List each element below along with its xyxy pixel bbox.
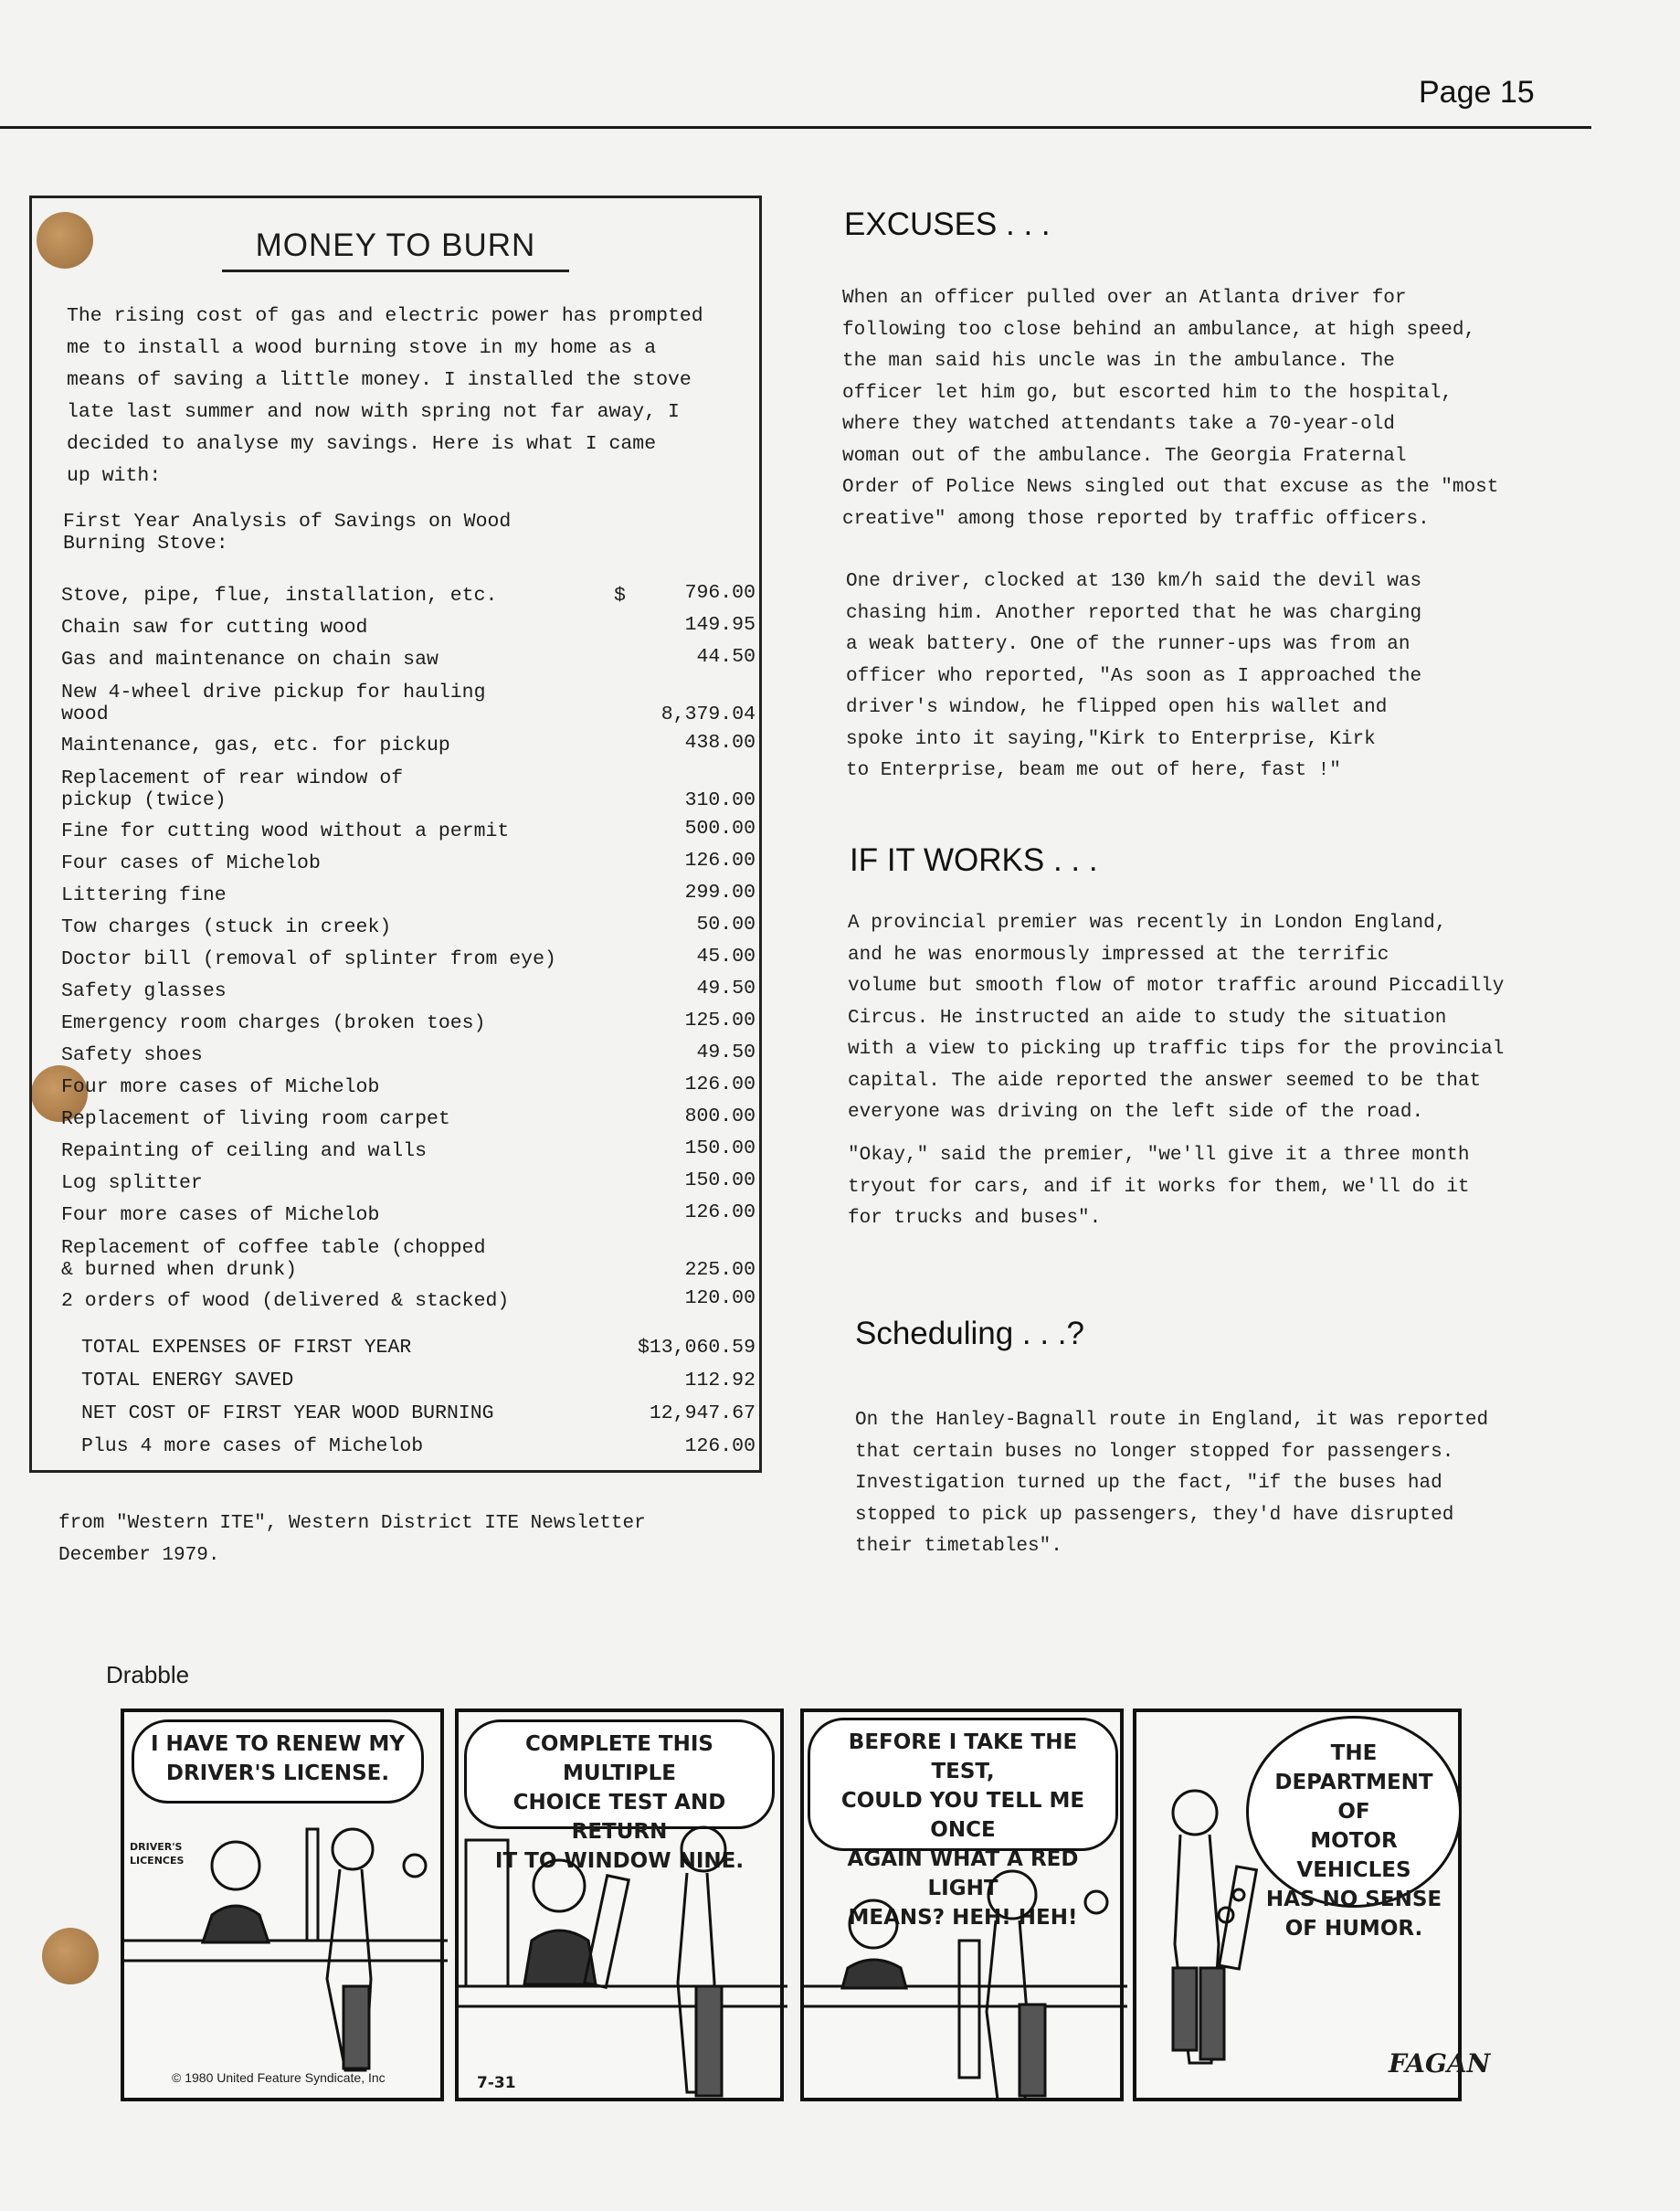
money-to-burn-intro: The rising cost of gas and electric power has prompted me to install a wood burning stove in my home as a means of saving a little money. I installed the stove late last summer and now with spring not far away, I decided to analyse my savings. Here is what I came up with: xyxy=(67,305,703,487)
expense-row xyxy=(61,912,755,944)
total-amount: 112.92 xyxy=(684,1370,755,1391)
if-it-works-paragraph-1: A provincial premier was recently in London England, and he was enormously impressed at the terrific volume but smooth flow of motor traffic around Piccadilly Circus. He instructed an aide to study the situation with a view to picking up traffic tips for the provincial capital. The aide reported the answer seemed to be that everyone was driving on the left side of the road. xyxy=(848,913,1505,1123)
expense-label: Gas and maintenance on chain saw xyxy=(61,649,438,671)
licence-sign: DRIVER'S LICENCES xyxy=(130,1841,185,1867)
total-row xyxy=(81,1331,755,1364)
page-number: Page 15 xyxy=(1419,75,1535,110)
expense-row xyxy=(61,1232,755,1285)
expense-label: Safety shoes xyxy=(61,1044,203,1066)
expense-amount: 8,379.04 xyxy=(660,704,755,725)
expense-row xyxy=(61,1104,755,1136)
expense-list xyxy=(61,580,755,1317)
expense-row xyxy=(61,816,755,848)
thought-bubble-4: THE DEPARTMENT OF MOTOR VEHICLES HAS NO SENSE OF HUMOR. xyxy=(1246,1716,1462,1908)
total-row xyxy=(81,1364,755,1397)
expense-label: New 4-wheel drive pickup for hauling wood xyxy=(61,682,486,725)
expense-label: Replacement of coffee table (chopped & burned when drunk) xyxy=(61,1237,486,1281)
comic-panel-1 xyxy=(121,1708,444,2101)
header-rule xyxy=(0,126,1591,129)
expense-amount: 149.95 xyxy=(684,614,755,636)
expense-row xyxy=(61,730,755,762)
expense-amount: 49.50 xyxy=(696,978,755,1000)
currency-symbol: $ xyxy=(614,585,626,607)
expense-label: Stove, pipe, flue, installation, etc. xyxy=(61,585,498,607)
total-label: Plus 4 more cases of Michelob xyxy=(81,1435,424,1457)
total-amount: $13,060.59 xyxy=(637,1337,755,1359)
panel-2-drawing xyxy=(459,1712,787,2105)
expense-label: Four more cases of Michelob xyxy=(61,1076,380,1098)
expense-row xyxy=(61,1200,755,1232)
expense-label: Chain saw for cutting wood xyxy=(61,617,368,639)
expense-amount: 126.00 xyxy=(684,850,755,872)
excuses-heading: EXCUSES . . . xyxy=(844,206,1051,242)
expense-row xyxy=(61,1072,755,1104)
comic-panel-2 xyxy=(455,1708,784,2101)
excuses-paragraph-1: When an officer pulled over an Atlanta driver for following too close behind an ambulance, at high speed, the man said his uncle was in the ambulance. The officer let him go, but escorted him to the hospital, where they watched attendants take a 70-year-old woman out of the ambulance. The Georgia Fraternal Order of Police News singled out that excuse as the "most creative" among those reported by traffic officers. xyxy=(842,288,1499,530)
expense-label: Littering fine xyxy=(61,884,227,906)
expense-amount: 150.00 xyxy=(684,1137,755,1159)
expense-amount: 800.00 xyxy=(684,1106,755,1127)
expense-row xyxy=(61,944,755,976)
expense-row xyxy=(61,1168,755,1200)
scheduling-paragraph: On the Hanley-Bagnall route in England, it was reported that certain buses no longer stopped for passengers. Investigation turned up the fact, "if the buses had stopped to pick up passengers, they'd have disrupted their timetables". xyxy=(855,1410,1489,1557)
expense-amount: 310.00 xyxy=(684,789,755,811)
expense-amount: 126.00 xyxy=(684,1074,755,1095)
expense-amount: 796.00 xyxy=(684,582,755,604)
if-it-works-paragraph-2: "Okay," said the premier, "we'll give it a three month tryout for cars, and if it works for them, we'll do it for trucks and buses". xyxy=(848,1145,1470,1229)
expense-amount: 150.00 xyxy=(684,1169,755,1191)
total-label: TOTAL ENERGY SAVED xyxy=(81,1370,294,1391)
total-row xyxy=(81,1430,755,1463)
expense-amount: 44.50 xyxy=(696,646,755,668)
expense-label: Maintenance, gas, etc. for pickup xyxy=(61,735,450,756)
expense-row xyxy=(61,612,755,644)
expense-amount: 299.00 xyxy=(684,882,755,904)
expense-amount: 438.00 xyxy=(684,732,755,754)
panel-1-drawing xyxy=(124,1712,448,2105)
strip-date: 7-31 xyxy=(477,2074,516,2092)
speech-bubble-3: BEFORE I TAKE THE TEST, COULD YOU TELL ME ONCE AGAIN WHAT A RED LIGHT MEANS? HEH! HEH! xyxy=(808,1718,1118,1851)
copyright-notice: © 1980 United Feature Syndicate, Inc xyxy=(172,2070,386,2085)
money-to-burn-box xyxy=(29,196,762,1473)
if-it-works-heading: IF IT WORKS . . . xyxy=(850,842,1098,878)
expense-label: Log splitter xyxy=(61,1172,203,1194)
speech-bubble-2: COMPLETE THIS MULTIPLE CHOICE TEST AND RETURN IT TO WINDOW NINE. xyxy=(464,1719,775,1829)
expense-row xyxy=(61,676,755,730)
expense-label: Safety glasses xyxy=(61,980,227,1002)
panel-4-drawing xyxy=(1136,1712,1465,2105)
expense-row xyxy=(61,976,755,1008)
expense-label: Four more cases of Michelob xyxy=(61,1204,380,1226)
expense-amount: 120.00 xyxy=(684,1287,755,1309)
expense-amount: 500.00 xyxy=(684,818,755,840)
expense-label: Repainting of ceiling and walls xyxy=(61,1140,427,1162)
totals-list xyxy=(81,1331,755,1463)
expense-label: Doctor bill (removal of splinter from eye) xyxy=(61,948,556,970)
expense-amount: 125.00 xyxy=(684,1010,755,1031)
total-amount: 126.00 xyxy=(684,1435,755,1457)
expense-amount: 45.00 xyxy=(696,946,755,968)
total-label: NET COST OF FIRST YEAR WOOD BURNING xyxy=(81,1402,494,1424)
expense-amount: 225.00 xyxy=(684,1259,755,1281)
expense-label: Emergency room charges (broken toes) xyxy=(61,1012,486,1034)
expense-label: Four cases of Michelob xyxy=(61,852,321,874)
expense-amount: 126.00 xyxy=(684,1201,755,1223)
expense-row xyxy=(61,762,755,816)
expense-row xyxy=(61,848,755,880)
expense-label: Fine for cutting wood without a permit xyxy=(61,820,510,842)
panel-3-drawing xyxy=(804,1712,1127,2105)
comic-panel-4 xyxy=(1133,1708,1491,2101)
total-label: TOTAL EXPENSES OF FIRST YEAR xyxy=(81,1337,412,1359)
expense-row xyxy=(61,1040,755,1072)
expense-label: Replacement of rear window of pickup (twice) xyxy=(61,767,404,811)
comic-panel-3 xyxy=(800,1708,1124,2101)
expense-label: Tow charges (stuck in creek) xyxy=(61,916,392,938)
expense-label: 2 orders of wood (delivered & stacked) xyxy=(61,1290,510,1312)
artist-signature: FAGAN xyxy=(1389,2048,1491,2079)
scheduling-heading: Scheduling . . .? xyxy=(855,1316,1084,1351)
expense-row xyxy=(61,1136,755,1168)
excuses-paragraph-2: One driver, clocked at 130 km/h said the devil was chasing him. Another reported that he was charging a weak battery. One of the runner-ups was from an officer who reported, "As soon as I approached the driver's window, he flipped open his wallet and spoke into it saying,"Kirk to Enterprise, Kirk to Enterprise, beam me out of here, fast !" xyxy=(846,571,1422,781)
binder-hole-bottom xyxy=(42,1928,99,1984)
speech-bubble-1: I HAVE TO RENEW MY DRIVER'S LICENSE. xyxy=(132,1719,424,1804)
expense-row xyxy=(61,1008,755,1040)
comic-strip-title: Drabble xyxy=(106,1661,190,1688)
expense-amount: 50.00 xyxy=(696,914,755,936)
expense-amount: 49.50 xyxy=(696,1042,755,1063)
expense-row xyxy=(61,880,755,912)
money-to-burn-title: MONEY TO BURN xyxy=(222,227,569,272)
expense-label: Replacement of living room carpet xyxy=(61,1108,450,1130)
source-credit: from "Western ITE", Western District ITE Newsletter December 1979. xyxy=(58,1513,646,1566)
total-amount: 12,947.67 xyxy=(649,1402,755,1424)
expense-row xyxy=(61,580,755,612)
analysis-heading: First Year Analysis of Savings on Wood Burning Stove: xyxy=(63,511,512,555)
total-row xyxy=(81,1397,755,1430)
expense-row xyxy=(61,1285,755,1317)
expense-row xyxy=(61,644,755,676)
